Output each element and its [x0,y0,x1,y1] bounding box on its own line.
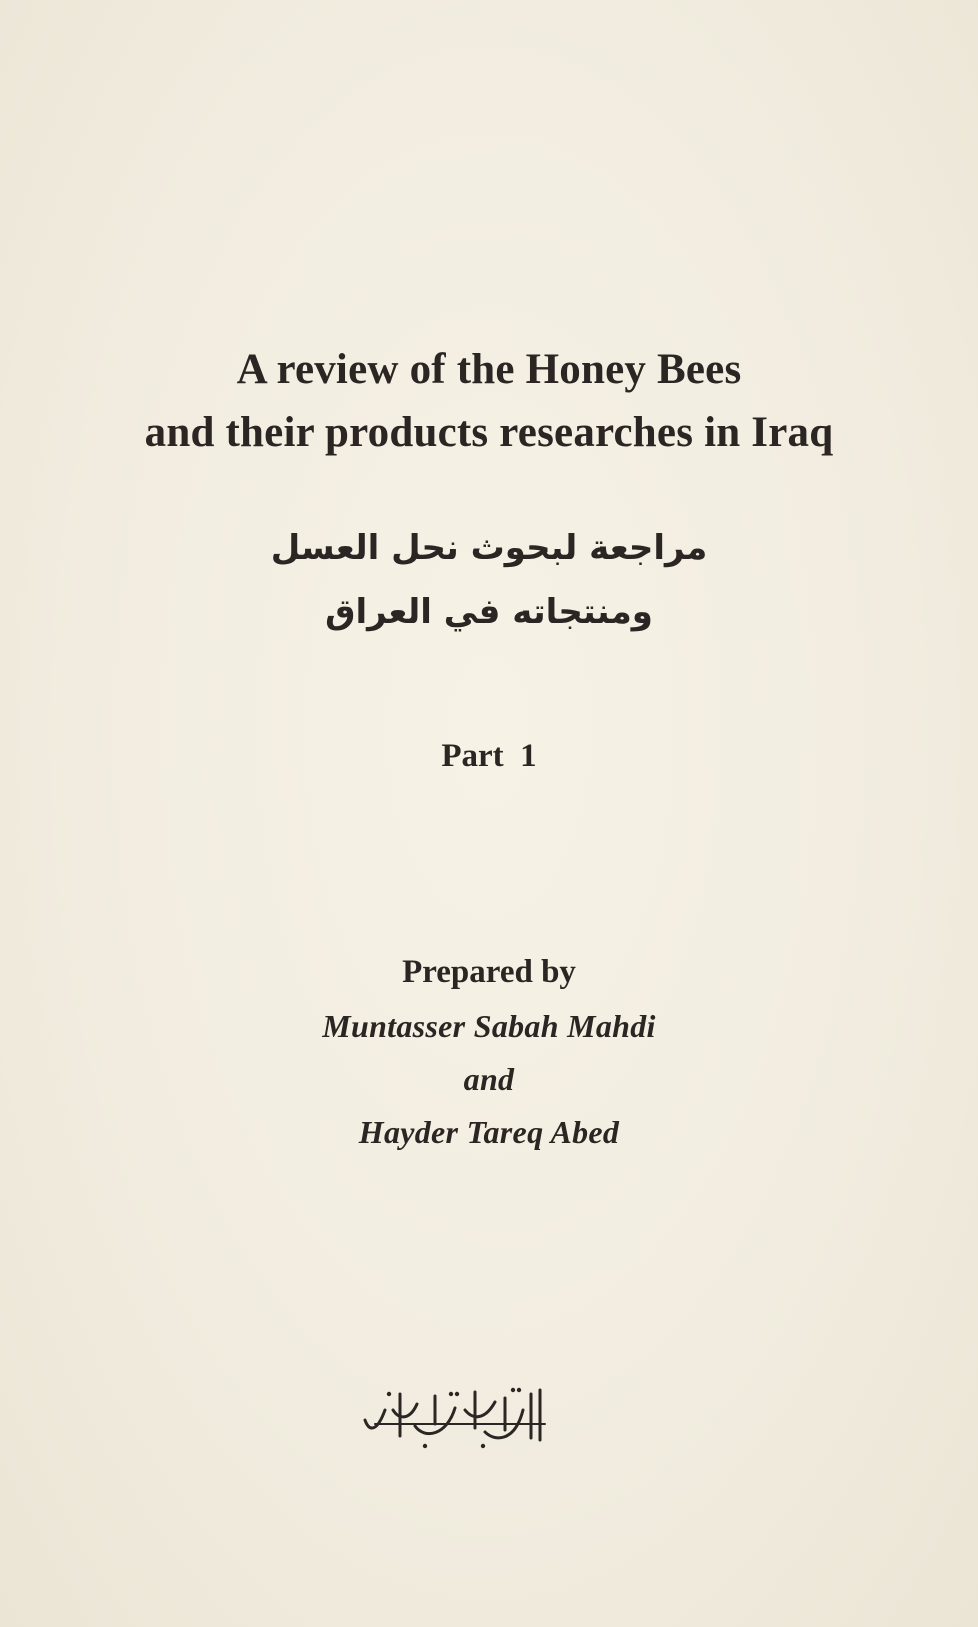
arabic-title-line-2: ومنتجاته في العراق [325,592,653,632]
part-label: Part 1 [441,738,537,774]
publisher-logo-icon [355,1380,555,1455]
author-1: Muntasser Sabah Mahdi [322,1008,656,1044]
author-2: Hayder Tareq Abed [358,1114,620,1150]
conjunction-and: and [463,1061,515,1097]
title-line-2: and their products researches in Iraq [144,409,834,456]
arabic-title-line-1: مراجعة لبحوث نحل العسل [270,528,708,568]
title-line-1: A review of the Honey Bees [236,346,742,393]
prepared-by-label: Prepared by [402,954,576,990]
